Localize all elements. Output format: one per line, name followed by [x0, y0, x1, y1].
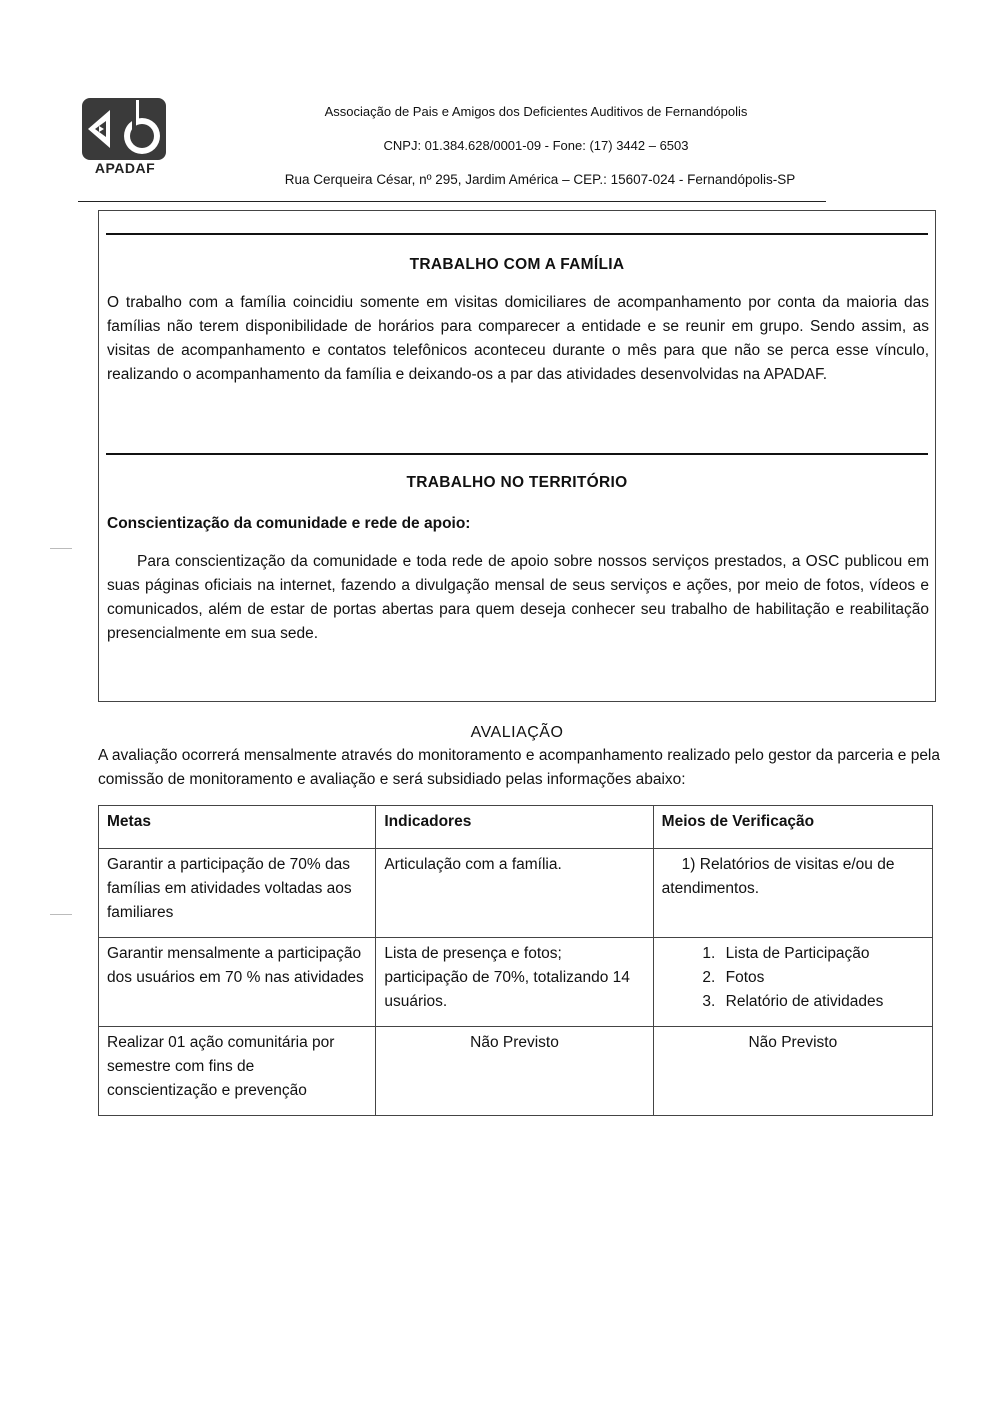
territorio-divider [106, 453, 928, 455]
avaliacao-title: AVALIAÇÃO [470, 724, 564, 741]
verificacao-cell [653, 938, 932, 1027]
organization-name: Associação de Pais e Amigos dos Deficientes Auditivos de Fernandópolis [324, 104, 748, 119]
list-item: 2. Fotos [720, 966, 924, 990]
table-row [99, 938, 933, 1027]
header-divider [78, 201, 826, 202]
verificacao-cell: Não Previsto [653, 1027, 932, 1116]
meta-cell: Realizar 01 ação comunitária por semestre com fins de conscientização e prevenção [99, 1027, 376, 1116]
verificacao-cell: 1) Relatórios de visitas e/ou de atendimentos. [653, 849, 932, 938]
territorio-text: Para conscientização da comunidade e toda rede de apoio sobre nossos serviços prestados, a OSC publicou em suas páginas oficiais na internet, fazendo a divulgação mensal de seus serviços e ações, por meio de fotos, vídeos e comunicados, além de estar de portas abertas para quem deseja conhecer seu trabalho de habilitação e reabilitação presencialmente em sua sede. [107, 553, 929, 642]
indicador-cell: Não Previsto [376, 1027, 653, 1116]
scan-mark [50, 914, 72, 915]
logo-text: APADAF [94, 160, 156, 176]
avaliacao-text: A avaliação ocorrerá mensalmente através do monitoramento e acompanhamento realizado pelo gestor da parceria e pela comissão de monitoramento e avaliação e será subsidiado pelas informações abaixo: [98, 747, 940, 788]
table-header-row [99, 806, 933, 849]
list-item: 1. Lista de Participação [720, 942, 924, 966]
list-item: 3. Relatório de atividades [720, 990, 924, 1014]
familia-text: O trabalho com a família coincidiu somente em visitas domiciliares de acompanhamento por conta da maioria das famílias não terem disponibilidade de horários para comparecer a entidade e se reunir em grupo. Sendo assim, as visitas de acompanhamento e contatos telefônicos aconteceu durante o mês para que não se perca esse vínculo, realizando o acompanhamento da família e deixando-os a par das atividades desenvolvidas na APADAF. [107, 294, 929, 383]
metas-table [98, 805, 933, 1116]
meta-cell: Garantir a participação de 70% das famílias em atividades voltadas aos familiares [99, 849, 376, 938]
header-meios: Meios de Verificação [653, 806, 932, 849]
header-indicadores: Indicadores [376, 806, 653, 849]
territorio-title: TRABALHO NO TERRITÓRIO [406, 474, 628, 491]
cnpj-phone: CNPJ: 01.384.628/0001-09 - Fone: (17) 3442 – 6503 [383, 138, 689, 153]
scan-mark [50, 548, 72, 549]
table-row [99, 849, 933, 938]
territorio-subtitle: Conscientização da comunidade e rede de apoio: [107, 515, 471, 532]
verificacao-list [662, 942, 924, 1014]
indicador-cell: Lista de presença e fotos; participação de 70%, totalizando 14 usuários. [376, 938, 653, 1027]
header-metas: Metas [99, 806, 376, 849]
address: Rua Cerqueira César, nº 295, Jardim América – CEP.: 15607-024 - Fernandópolis-SP [284, 172, 796, 187]
familia-title: TRABALHO COM A FAMÍLIA [409, 256, 625, 273]
table-row [99, 1027, 933, 1116]
meta-cell: Garantir mensalmente a participação dos usuários em 70 % nas atividades [99, 938, 376, 1027]
familia-divider [106, 233, 928, 235]
indicador-cell: Articulação com a família. [376, 849, 653, 938]
